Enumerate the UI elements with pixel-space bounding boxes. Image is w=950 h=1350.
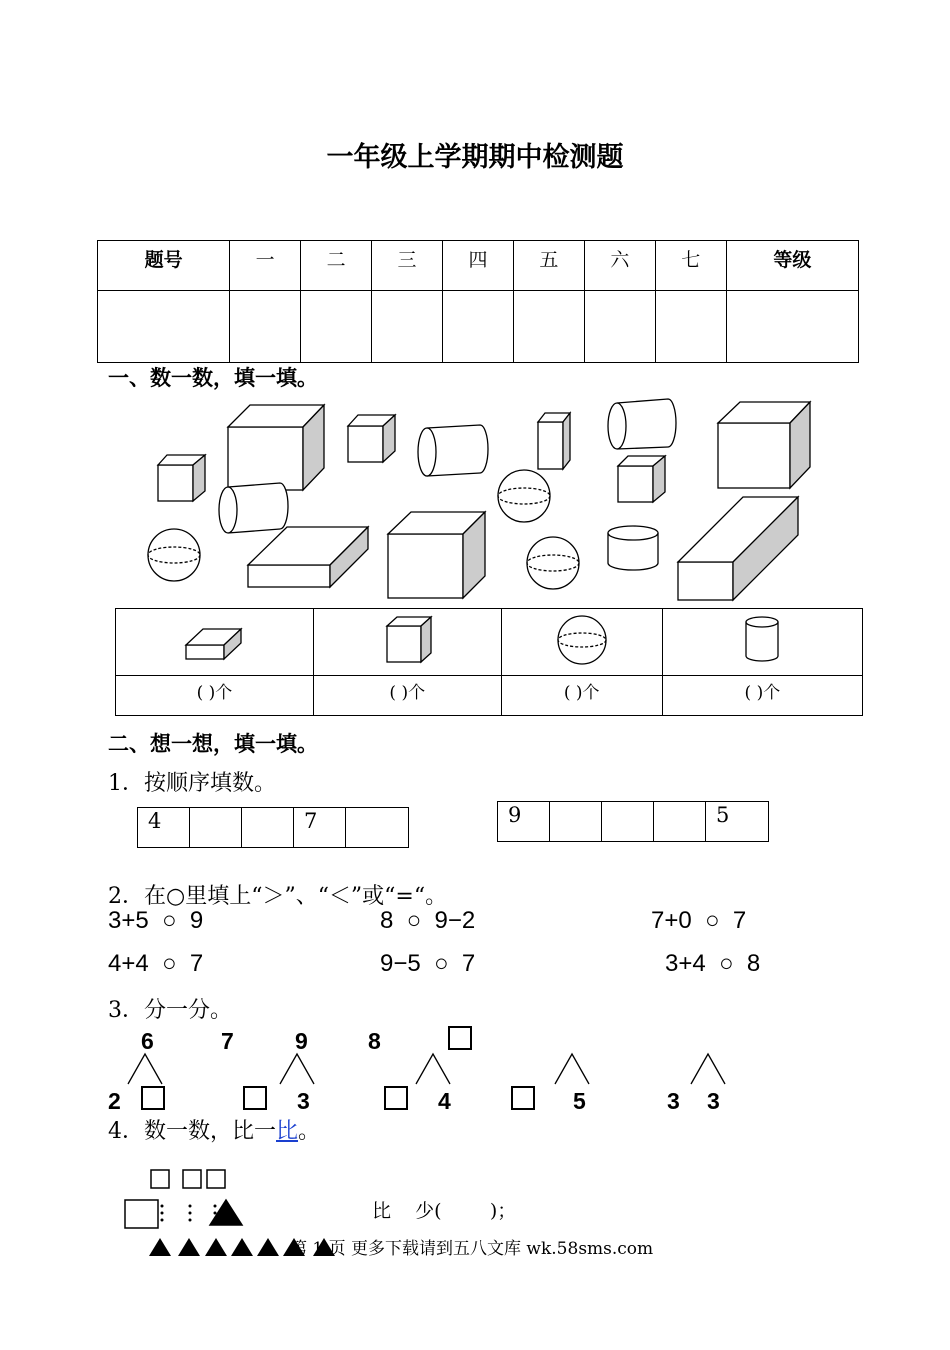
cuboid-icon [538,413,570,469]
cylinder-icon [418,425,488,476]
split-bottom-number: 5 [573,1088,586,1114]
score-cell[interactable] [513,291,584,363]
seq-cell: 7 [294,808,346,848]
cylinder-icon [608,399,676,449]
split-branches [100,1050,750,1090]
count-table-icon-row [116,609,863,676]
count-blank[interactable]: ( )个 [501,676,662,716]
score-cell[interactable] [98,291,230,363]
seq-cell[interactable] [550,802,602,842]
section1-heading: 一、数一数，填一填。 [108,366,318,390]
count-cell-sphere [501,609,662,676]
q4-label: 4．数一数，比一比。 [108,1119,321,1144]
split-bottom-number: 2 [108,1088,121,1114]
score-table-score-row [98,291,859,363]
compare-item: 3+5 ○ 9 [108,907,204,934]
compare-circle[interactable]: ○ [434,950,449,977]
split-bottom-number: 3 [297,1088,310,1114]
score-header-cell: 三 [372,241,443,291]
count-cell-cylinder [662,609,862,676]
cylinder-icon [739,614,785,666]
count-cell-cube [313,609,501,676]
cuboid-icon [678,497,798,600]
cube-icon [718,402,810,488]
answer-square[interactable] [141,1086,165,1110]
compare-circle[interactable]: ○ [162,907,177,934]
score-cell[interactable] [655,291,726,363]
dots-icon [161,1205,217,1222]
compare-link[interactable]: 比 [276,1119,299,1144]
cylinder-icon [608,526,658,570]
cube-icon [388,512,485,598]
square-icon [125,1200,158,1228]
answer-square[interactable] [384,1086,408,1110]
score-header-cell: 题号 [98,241,230,291]
score-header-cell: 四 [442,241,513,291]
page-title: 一年级上学期期中检测题 [326,142,624,173]
cube-icon [618,456,665,502]
count-blank[interactable]: ( )个 [313,676,501,716]
sequence-box-1 [137,807,409,848]
split-top-number: 8 [368,1028,381,1054]
seq-cell: 9 [498,802,550,842]
split-top-number: 6 [141,1028,154,1054]
q2-label: 2．在○里填上“＞”、“＜”或“=“。 [108,884,448,909]
score-cell[interactable] [230,291,301,363]
cylinder-icon [219,483,288,533]
split-top-number: 9 [295,1028,308,1054]
seq-cell[interactable] [602,802,654,842]
compare-circle[interactable]: ○ [705,907,720,934]
score-cell[interactable] [372,291,443,363]
compare-item: 3+4 ○ 8 [665,950,761,977]
score-cell[interactable] [726,291,858,363]
score-header-cell: 五 [513,241,584,291]
sphere-icon [498,470,550,522]
cube-icon [348,415,395,462]
score-header-cell: 七 [655,241,726,291]
score-header-cell: 二 [301,241,372,291]
seq-cell[interactable] [190,808,242,848]
score-header-cell: 等级 [726,241,858,291]
score-cell[interactable] [301,291,372,363]
compare-item: 9−5 ○ 7 [380,950,476,977]
compare-item: 4+4 ○ 7 [108,950,204,977]
answer-square[interactable] [511,1086,535,1110]
score-table-header-row [98,241,859,291]
score-header-cell: 六 [584,241,655,291]
compare-circle[interactable]: ○ [406,907,422,934]
answer-square[interactable] [448,1026,472,1050]
split-bottom-number: 3 [707,1088,720,1114]
split-bottom-number: 3 [667,1088,680,1114]
cube-icon [158,455,205,501]
answer-square[interactable] [243,1086,267,1110]
score-cell[interactable] [442,291,513,363]
q1-label: 1．按顺序填数。 [108,771,276,796]
seq-cell[interactable] [346,808,409,848]
sphere-icon [148,529,200,581]
section2-heading: 二、想一想，填一填。 [108,732,318,756]
cube-icon [377,614,437,666]
compare-item: 8 ○ 9−2 [380,907,476,934]
cuboid-icon [174,615,254,665]
cube-icon [228,405,324,490]
seq-cell[interactable] [242,808,294,848]
count-cell-cuboid [116,609,314,676]
sequence-box-2 [497,801,769,842]
count-blank[interactable]: ( )个 [116,676,314,716]
count-table-blank-row [116,676,863,716]
compare-sentence: 比 少( )； [372,1200,517,1222]
score-header-cell: 一 [230,241,301,291]
score-cell[interactable] [584,291,655,363]
sphere-icon [527,537,579,589]
q3-label: 3．分一分。 [108,998,232,1023]
square-icon [207,1170,225,1188]
page-footer: 第 1 页 更多下载请到五八文库 wk.58sms.com [290,1239,654,1259]
shapes-illustration [0,395,950,610]
compare-circle[interactable]: ○ [719,950,734,977]
cuboid-icon [248,527,368,587]
compare-circle[interactable]: ○ [162,950,177,977]
split-top-number: 7 [221,1028,234,1054]
split-bottom-number: 4 [438,1088,451,1114]
seq-cell[interactable] [654,802,706,842]
square-icon [183,1170,201,1188]
count-table [115,608,863,716]
square-icon [151,1170,169,1188]
score-table [97,240,859,363]
compare-item: 7+0 ○ 7 [651,907,747,934]
seq-cell: 5 [706,802,769,842]
seq-cell: 4 [138,808,190,848]
sphere-icon [554,612,610,668]
count-blank[interactable]: ( )个 [662,676,862,716]
